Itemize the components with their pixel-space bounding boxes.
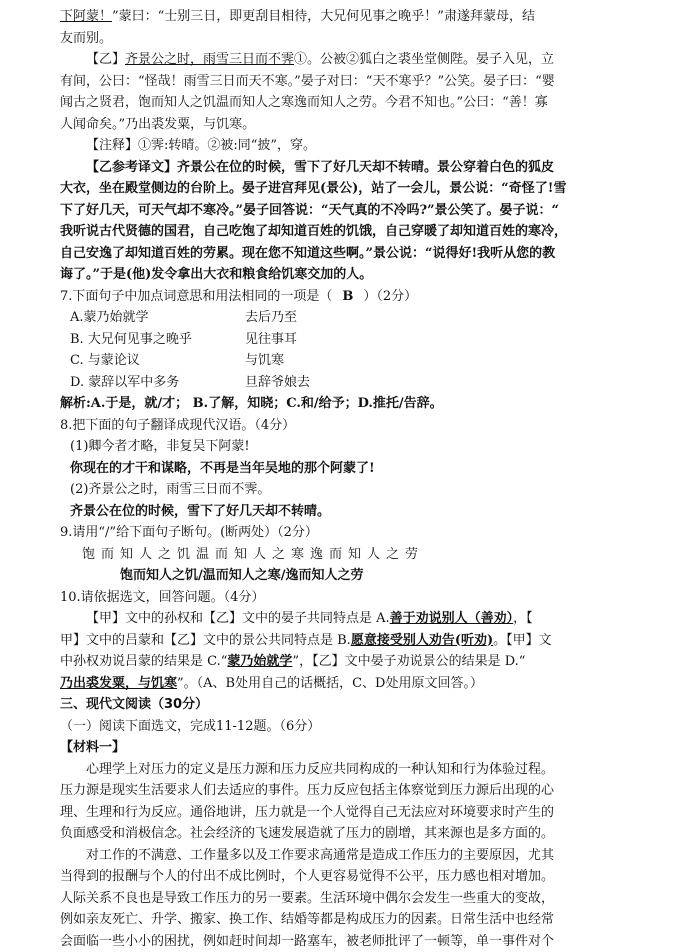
question-10-stem: 10.请依据选文，回答问题。（4分） [60, 587, 640, 609]
section-subtitle: （一）阅读下面选文，完成11-12题。（6分） [60, 716, 640, 738]
material-line: 压力源是现实生活要求人们去适应的事件。压力反应包括主体察觉到压力源后出现的心 [60, 780, 640, 802]
question-9-answer: 饱而知人之饥/温而知人之寒/逸而知人之劳 [60, 565, 640, 587]
material-line: 例如亲友死亡、升学、搬家、换工作、结婚等都是构成压力的因素。日常生活中也经常 [60, 909, 640, 931]
question-8-sentence-1: (1)卿今者才略，非复吴下阿蒙! [60, 436, 640, 458]
question-7-option: B. 大兄何见事之晚乎 见往事耳 [60, 329, 640, 351]
question-8-stem: 8.把下面的句子翻译成现代汉语。（4分） [60, 415, 640, 437]
passage-jia-line: 友而别。 [60, 28, 640, 50]
passage-yi-line: 人闻命矣。”乃出裘发粟，与饥寒。 [60, 114, 640, 136]
question-10-line: 中孙权劝说吕蒙的结果是 C.“蒙乃始就学”，【乙】文中晏子劝说景公的结果是 D.“ [60, 651, 640, 673]
translation-line: 我听说古代贤德的国君，自己吃饱了却知道百姓的饥饿，自己穿暖了却知道百姓的寒冷， [60, 221, 640, 243]
material-line: 人际关系不良也是导致工作压力的另一要素。生活环境中偶尔会发生一些重大的变故， [60, 888, 640, 910]
translation-line: 下了好几天，可天气却不寒冷。”晏子回答说：“天气真的不冷吗?”景公笑了。晏子说：“ [60, 200, 640, 222]
passage-yi-line: 有间，公曰：“怪哉！雨雪三日而天不寒。”晏子对曰：“天不寒乎？”公笑。晏子曰：“婴 [60, 71, 640, 93]
material-line: 理、生理和行为反应。通俗地讲，压力就是一个人觉得自己无法应对环境要求时产生的 [60, 802, 640, 824]
question-8-answer-1: 你现在的才干和谋略，不再是当年吴地的那个阿蒙了! [60, 458, 640, 480]
material-line: 负面感受和消极信念。社会经济的飞速发展造就了压力的剧增，其来源也是多方面的。 [60, 823, 640, 845]
question-9-stem: 9.请用“/”给下面句子断句。(断两处）（2分） [60, 522, 640, 544]
material-line: 当得到的报酬与个人的付出不成比例时，个人更容易觉得不公平，压力感也相对增加。 [60, 866, 640, 888]
underlined-sentence: 齐景公之时，雨雪三日而不霁 [125, 52, 294, 67]
answer-b: 愿意接受别人劝告(听劝) [351, 633, 493, 648]
question-10-line: 【甲】文中的孙权和【乙】文中的晏子共同特点是 A.善于劝说别人（善劝），【 [60, 608, 640, 630]
question-7-option: C. 与蒙论议 与饥寒 [60, 350, 640, 372]
section-title: 三、现代文阅读（30分） [60, 694, 640, 716]
question-8-answer-2: 齐景公在位的时候，雪下了好几天却不转晴。 [60, 501, 640, 523]
material-one-text [60, 759, 640, 952]
question-9-sentence: 饱而知人之饥温而知人之寒逸而知人之劳 [60, 544, 640, 566]
notes: 【注释】①霁:转晴。②被:同“披”，穿。 [60, 135, 640, 157]
question-10-line: 甲】文中的吕蒙和【乙】文中的景公共同特点是 B.愿意接受别人劝告(听劝)。【甲】文 [60, 630, 640, 652]
translation-line: 诲了。”于是(他)发令拿出大衣和粮食给饥寒交加的人。 [60, 264, 640, 286]
question-7-option: A.蒙乃始就学 去后乃至 [60, 307, 640, 329]
question-7-answer: B [332, 289, 363, 304]
underlined-phrase: 下阿蒙！ [60, 9, 112, 24]
translation-line: 【乙参考译文】齐景公在位的时候，雪下了好几天却不转晴。景公穿着白色的狐皮 [60, 157, 640, 179]
passage-yi-line: 闻古之贤君，饱而知人之饥温而知人之寒逸而知人之劳。今君不知也。”公曰：“善！寡 [60, 92, 640, 114]
question-7-stem: 7.下面句子中加点词意思和用法相同的一项是（ B ）（2分） [60, 286, 640, 308]
material-line: 会面临一些小小的困扰，例如赶时间却一路塞车，被老师批评了一顿等，单一事件对个 [60, 931, 640, 952]
material-line: 对工作的不满意、工作量多以及工作要求高通常是造成工作压力的主要原因，尤其 [60, 845, 640, 867]
material-line: 心理学上对压力的定义是压力源和压力反应共同构成的一种认知和行为体验过程。 [60, 759, 640, 781]
answer-a: 善于劝说别人（善劝） [390, 611, 514, 626]
question-10-line: 乃出裘发粟，与饥寒”。（A、B处用自己的话概括，C、D处用原文回答。） [60, 673, 640, 695]
answer-d: 乃出裘发粟，与饥寒 [60, 676, 177, 691]
translation-line: 自己安逸了却知道百姓的劳累。现在您不知道这些啊。”景公说：“说得好!我听从您的教 [60, 243, 640, 265]
question-7-option: D. 蒙辞以军中多务 旦辞爷娘去 [60, 372, 640, 394]
answer-c: 蒙乃始就学 [227, 654, 292, 669]
material-label: 【材料一】 [60, 737, 640, 759]
passage-yi: 【乙】齐景公之时，雨雪三日而不霁①。公被②狐白之裘坐堂侧陛。晏子入见，立 [60, 49, 640, 71]
question-7-analysis: 解析:A.于是，就/才； B.了解，知晓；C.和/给予；D.推托/告辞。 [60, 393, 640, 415]
reference-translation [60, 157, 640, 286]
question-8-sentence-2: (2)齐景公之时，雨雪三日而不霁。 [60, 479, 640, 501]
translation-line: 大衣，坐在殿堂侧边的台阶上。晏子进宫拜见(景公)，站了一会儿，景公说：“奇怪了!雪 [60, 178, 640, 200]
passage-jia-line: 下阿蒙！”蒙曰：“士别三日，即更刮目相待，大兄何见事之晚乎！”肃遂拜蒙母，结 [60, 6, 640, 28]
